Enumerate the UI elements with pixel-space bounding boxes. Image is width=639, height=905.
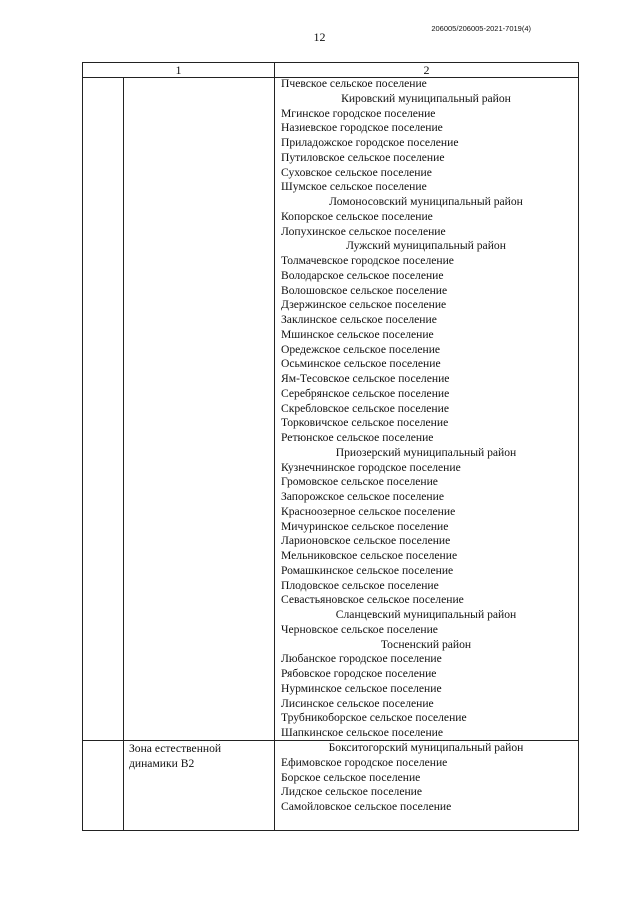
settlement-item: Мельниковское сельское поселение — [281, 549, 458, 562]
table-header-row — [83, 63, 578, 78]
settlement-item: Шапкинское сельское поселение — [281, 726, 443, 739]
settlement-item: Путиловское сельское поселение — [281, 150, 445, 164]
settlement-item: Лидское сельское поселение — [281, 785, 423, 799]
district-heading: Бокситогорский муниципальный район — [328, 741, 524, 754]
settlement-item: Скребловское сельское поселение — [281, 401, 449, 415]
district-heading: Тосненский район — [380, 637, 472, 651]
district-heading: Ломоносовский муниципальный район — [329, 195, 523, 208]
settlement-item: Осьминское сельское поселение — [281, 357, 441, 371]
zone-label: Зона естественной динамики В2 — [129, 742, 222, 770]
settlement-item: Лопухинское сельское поселение — [281, 224, 446, 238]
settlement-item: Копорское сельское поселение — [281, 209, 433, 223]
settlement-item: Мичуринское сельское поселение — [281, 519, 449, 533]
column-1-header: 1 — [175, 63, 182, 77]
settlement-item: Серебрянское сельское поселение — [281, 386, 450, 400]
settlement-item: Черновское сельское поселение — [281, 622, 438, 636]
settlement-item: Ретюнское сельское поселение — [281, 431, 434, 444]
district-heading: Кировский муниципальный район — [341, 91, 511, 105]
settlement-item: Дзержинское сельское поселение — [281, 298, 447, 312]
settlement-item: Оредежское сельское поселение — [281, 342, 441, 356]
settlement-item: Красноозерное сельское поселение — [281, 504, 456, 518]
data-table — [82, 62, 579, 831]
settlement-item: Ромашкинское сельское поселение — [281, 563, 454, 577]
settlement-item: Ефимовское городское поселение — [281, 755, 448, 769]
settlement-item: Запорожское сельское поселение — [281, 490, 444, 503]
settlement-item: Волошовское сельское поселение — [281, 283, 448, 297]
settlement-item: Любанское городское поселение — [281, 652, 442, 666]
column-2-header: 2 — [274, 63, 578, 77]
settlement-list-bottom — [281, 741, 571, 815]
settlement-item: Кузнечнинское городское поселение — [281, 460, 461, 474]
settlement-item: Володарское сельское поселение — [281, 268, 444, 282]
settlement-item: Нурминское сельское поселение — [281, 681, 442, 695]
document-code: 206005/206005-2021-7019(4) — [431, 24, 531, 33]
settlement-item: Мгинское городское поселение — [281, 106, 436, 120]
settlement-item: Суховское сельское поселение — [281, 165, 432, 179]
column-divider — [274, 77, 275, 831]
settlement-item: Мшинское сельское поселение — [281, 327, 434, 341]
settlement-item: Назиевское городское поселение — [281, 121, 443, 135]
settlement-item: Борское сельское поселение — [281, 770, 421, 784]
settlement-item: Заклинское сельское поселение — [281, 313, 437, 326]
district-heading: Приозерский муниципальный район — [335, 445, 517, 459]
district-heading: Сланцевский муниципальный район — [335, 608, 517, 621]
settlement-item: Самойловское сельское поселение — [281, 800, 452, 813]
settlement-item: Рябовское городское поселение — [281, 667, 437, 680]
settlement-item: Громовское сельское поселение — [281, 475, 438, 489]
settlement-item: Севастьяновское сельское поселение — [281, 593, 464, 607]
settlement-item: Приладожское городское поселение — [281, 136, 459, 149]
settlement-list-top — [281, 77, 571, 741]
settlement-item: Пчевское сельское поселение — [281, 77, 427, 90]
district-heading: Лужский муниципальный район — [346, 239, 506, 253]
settlement-item: Торковичское сельское поселение — [281, 416, 449, 430]
page-number: 12 — [313, 30, 326, 44]
settlement-item: Толмачевское городское поселение — [281, 254, 454, 267]
settlement-item: Трубникоборское сельское поселение — [281, 711, 467, 725]
settlement-item: Лисинское сельское поселение — [281, 696, 434, 710]
settlement-item: Ям-Тесовское сельское поселение — [281, 372, 450, 385]
settlement-item: Шумское сельское поселение — [281, 180, 427, 194]
settlement-item: Ларионовское сельское поселение — [281, 534, 451, 548]
subcolumn-divider — [123, 77, 124, 831]
settlement-item: Плодовское сельское поселение — [281, 578, 439, 592]
